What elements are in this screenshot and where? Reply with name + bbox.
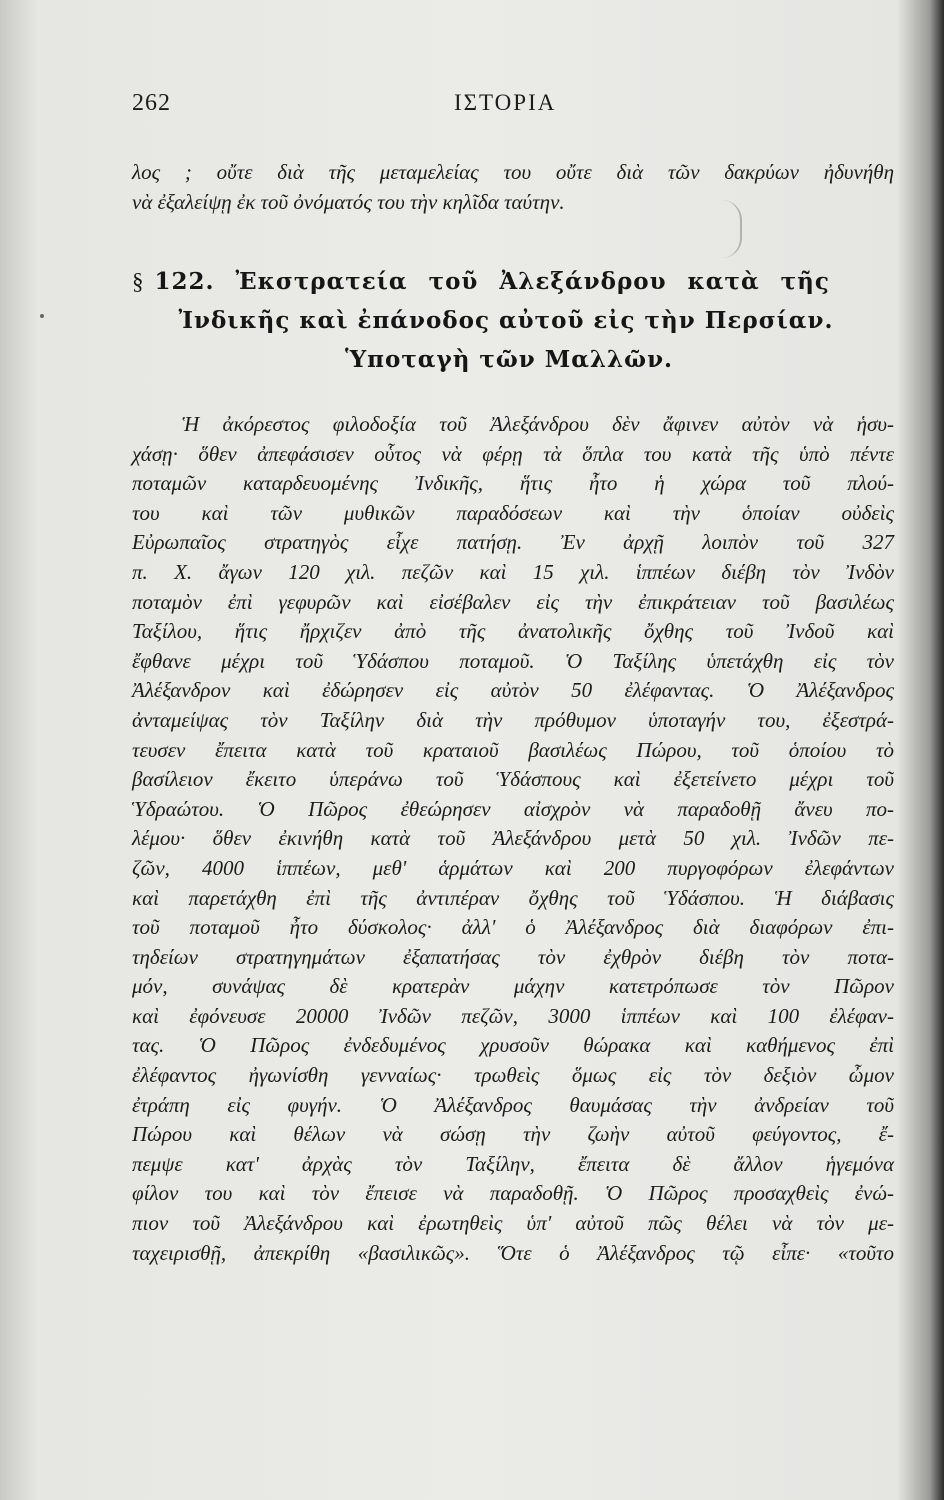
heading-line: Ὑποταγὴ τῶν Μαλλῶν. (344, 346, 674, 373)
running-title: ΙΣΤΟΡΙΑ (454, 90, 557, 115)
text-line: τηδείων στρατηγημάτων ἐξαπατήσας τὸν ἐχθρὸν διέβη τὸν ποτα- (132, 944, 894, 969)
text-line: Εὐρωπαῖος στρατηγὸς εἶχε πατήσῃ. Ἐν ἀρχῇ λοιπὸν τοῦ 327 (132, 530, 894, 555)
heading-line (132, 262, 894, 301)
text-line: Ἡ ἀκόρεστος φιλοδοξία τοῦ Ἀλεξάνδρου δὲν ἄφινεν αὐτὸν νὰ ἡσυ- (182, 412, 894, 436)
text-line: νὰ ἐξαλείψῃ ἐκ τοῦ ὀνόματός του τὴν κηλῖδα ταύτην. (132, 189, 565, 214)
text-line: φίλον του καὶ τὸν ἔπεισε νὰ παραδοθῇ. Ὁ Πῶρος προσαχθεὶς ἐνώ- (132, 1181, 894, 1206)
text-line: χάσῃ· ὅθεν ἀπεφάσισεν οὗτος νὰ φέρῃ τὰ ὅπλα του κατὰ τῆς ὑπὸ πέντε (132, 441, 894, 466)
text-line: ἐτράπη εἰς φυγήν. Ὁ Ἀλέξανδρος θαυμάσας τὴν ἀνδρείαν τοῦ (132, 1092, 894, 1117)
text-line: ἐλέφαντος ἠγωνίσθη γενναίως· τρωθεὶς ὅμως εἰς τὸν δεξιὸν ὦμον (132, 1063, 894, 1088)
text-line: Ὑδραώτου. Ὁ Πῶρος ἐθεώρησεν αἰσχρὸν νὰ παραδοθῇ ἄνευ πο- (132, 796, 894, 821)
text-line: τοῦ ποταμοῦ ἦτο δύσκολος· ἀλλ' ὁ Ἀλέξανδρος διὰ διαφόρων ἐπι- (132, 915, 894, 940)
text-line: Ἀλέξανδρον καὶ ἐδώρησεν εἰς αὐτὸν 50 ἐλέφαντας. Ὁ Ἀλέξανδρος (132, 678, 894, 703)
page-number: 262 (132, 90, 171, 116)
text-line: του καὶ τῶν μυθικῶν παραδόσεων καὶ τὴν ὁποίαν οὐδεὶς (132, 500, 894, 525)
text-line: ταχειρισθῇ, ἀπεκρίθη «βασιλικῶς». Ὅτε ὁ Ἀλέξανδρος τῷ εἶπε· «τοῦτο (132, 1240, 894, 1265)
main-paragraph (132, 410, 894, 1268)
text-line: Ταξίλου, ἥτις ἤρχιζεν ἀπὸ τῆς ἀνατολικῆς ὄχθης τοῦ Ἰνδοῦ καὶ (132, 619, 894, 644)
text-line: καὶ παρετάχθη ἐπὶ τῆς ἀντιπέραν ὄχθης τοῦ Ὑδάσπου. Ἡ διάβασις (132, 885, 894, 910)
text-line: ποταμῶν καταρδευομένης Ἰνδικῆς, ἥτις ἦτο ἡ χώρα τοῦ πλού- (132, 471, 894, 496)
margin-speck (40, 314, 44, 318)
text-line: π. Χ. ἄγων 120 χιλ. πεζῶν καὶ 15 χιλ. ἱππέων διέβη τὸν Ἰνδὸν (132, 559, 894, 584)
page-header (132, 90, 894, 130)
text-line: Πώρου καὶ θέλων νὰ σώσῃ τὴν ζωὴν αὐτοῦ φεύγοντος, ἔ- (132, 1122, 894, 1147)
text-line: ποταμὸν ἐπὶ γεφυρῶν καὶ εἰσέβαλεν εἰς τὴν ἐπικράτειαν τοῦ βασιλέως (132, 589, 894, 614)
text-line: καὶ ἐφόνευσε 20000 Ἰνδῶν πεζῶν, 3000 ἱππέων καὶ 100 ἐλέφαν- (132, 1003, 894, 1028)
opening-text (132, 158, 894, 217)
text-line: ἀνταμείψας τὸν Ταξίλην διὰ τὴν πρόθυμον ὑποταγήν του, ἐξεστρά- (132, 707, 894, 732)
text-line: βασίλειον ἔκειτο ὑπεράνω τοῦ Ὑδάσπους καὶ ἐξετείνετο μέχρι τοῦ (132, 767, 894, 792)
pencil-bracket-mark (718, 200, 742, 258)
text-line: ζῶν, 4000 ἱππέων, μεθ' ἁρμάτων καὶ 200 πυργοφόρων ἐλεφάντων (132, 855, 894, 880)
heading-line: Ἰνδικῆς καὶ ἐπάνοδος αὐτοῦ εἰς τὴν Περσίαν. (178, 307, 834, 334)
text-line: πεμψε κατ' ἀρχὰς τὸν Ταξίλην, ἔπειτα δὲ ἄλλον ἡγεμόνα (132, 1151, 894, 1176)
section-heading (132, 262, 894, 379)
text-line: ἔφθανε μέχρι τοῦ Ὑδάσπου ποταμοῦ. Ὁ Ταξίλης ὑπετάχθη εἰς τὸν (132, 648, 894, 673)
heading-text: 122. Ἐκστρατεία τοῦ Ἀλεξάνδρου κατὰ τῆς (154, 268, 830, 295)
text-line: μόν, συνάψας δὲ κρατερὰν μάχην κατετρόπωσε τὸν Πῶρον (132, 974, 894, 999)
text-line: τας. Ὁ Πῶρος ἐνδεδυμένος χρυσοῦν θώρακα καὶ καθήμενος ἐπὶ (132, 1033, 894, 1058)
text-line: πιον τοῦ Ἀλεξάνδρου καὶ ἐρωτηθεὶς ὑπ' αὐτοῦ πῶς θέλει νὰ τὸν με- (132, 1211, 894, 1236)
text-line: λέμου· ὅθεν ἐκινήθη κατὰ τοῦ Ἀλεξάνδρου μετὰ 50 χιλ. Ἰνδῶν πε- (132, 826, 894, 851)
text-line: λος ; οὔτε διὰ τῆς μεταμελείας του οὔτε διὰ τῶν δακρύων ἠδυνήθη (132, 160, 894, 184)
text-line: τευσεν ἔπειτα κατὰ τοῦ κραταιοῦ βασιλέως Πώρου, τοῦ ὁποίου τὸ (132, 737, 894, 762)
section-mark: § (132, 269, 145, 294)
